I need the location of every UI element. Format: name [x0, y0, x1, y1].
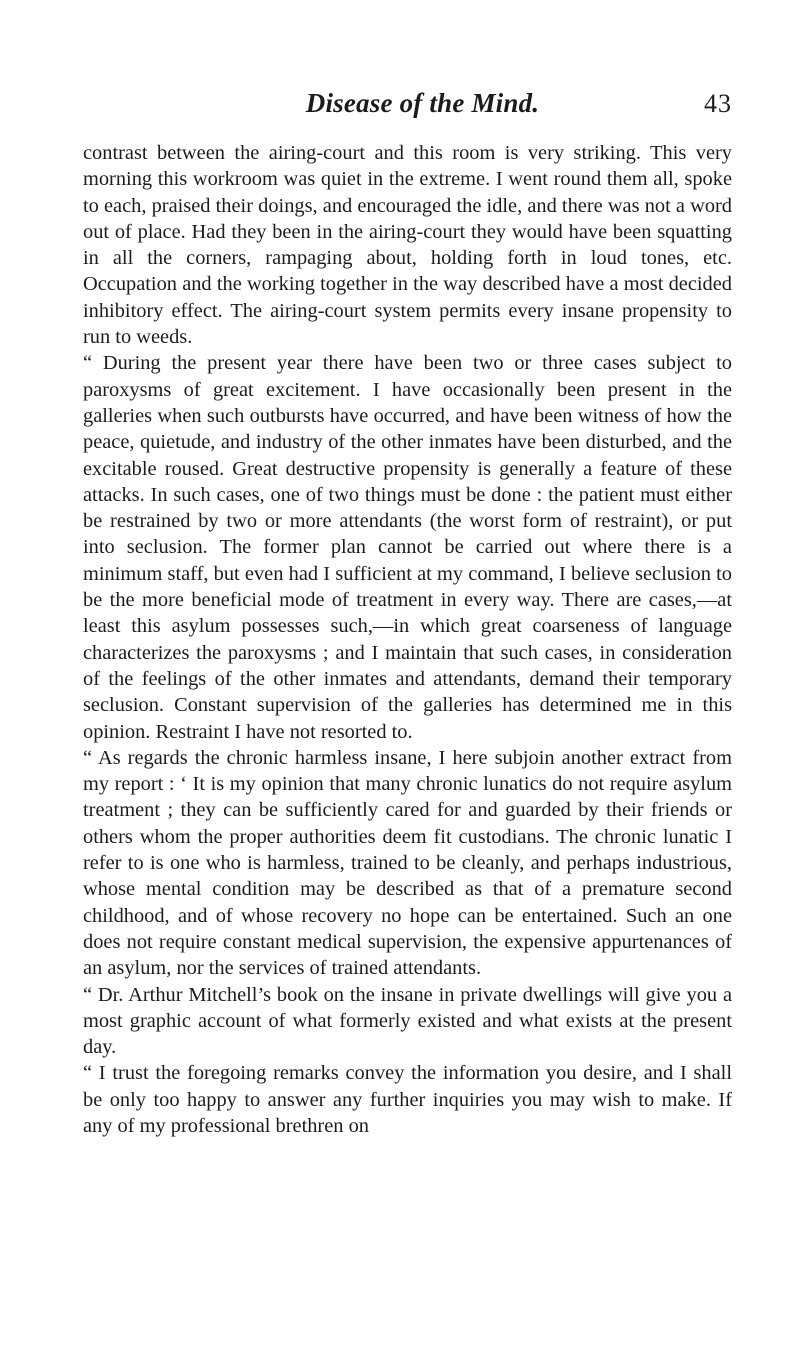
paragraph-1: contrast between the airing-court and this room is very striking. This very morning this workroom was quiet in the extreme. I went round them all, spoke to each, praised their doings, and encouraged the idle, and there was not a word out of place. Had they been in the airing-court they would have been squatting in all the corners, rampaging about, holding forth in loud tones, etc. Occupation and the working together in the way described have a most decided inhibitory effect. The airing-court system permits every insane propensity to run to weeds. [83, 142, 732, 349]
paragraph-3: “ As regards the chronic harmless insane, I here subjoin another extract from my report : ‘ It is my opinion that many chronic lunatics do not require asylum treatment ; they can be sufficiently cared for and guarded by their friends or others whom the proper authorities deem fit custodians. The chronic lunatic I refer to is one who is harmless, trained to be cleanly, and perhaps industrious, whose mental condition may be described as that of a premature second childhood, and of whose recovery no hope can be entertained. Such an one does not require constant medical supervision, the expensive appurtenances of an asylum, nor the services of trained attendants. [83, 746, 732, 980]
paragraph-2: “ During the present year there have been two or three cases subject to paroxysms of great excitement. I have occasionally been present in the galleries when such outbursts have occurred, and have been witness of how the peace, quietude, and industry of the other inmates have been disturbed, and the excitable roused. Great destructive propensity is generally a feature of these attacks. In such cases, one of two things must be done : the patient must either be restrained by two or more attendants (the worst form of restraint), or put into seclusion. The former plan cannot be carried out where there is a minimum staff, but even had I sufficient at my command, I believe seclusion to be the more beneficial mode of treatment in every way. There are cases,—at least this asylum possesses such,—in which great coarseness of language characterizes the paroxysms ; and I maintain that such cases, in consideration of the feelings of the other inmates and attendants, demand their temporary seclusion. Constant supervision of the galleries has determined me in this opinion. Restraint I have not resorted to. [83, 352, 732, 743]
body-text [83, 140, 732, 1139]
paragraph-4: “ Dr. Arthur Mitchell’s book on the insane in private dwellings will give you a most graphic account of what formerly existed and what exists at the present day. [83, 983, 732, 1059]
running-head [83, 88, 732, 126]
paragraph-5: “ I trust the foregoing remarks convey the information you desire, and I shall be only too happy to answer any further inquiries you may wish to make. If any of my professional brethren on [83, 1062, 732, 1137]
page-number: 43 [704, 89, 732, 118]
running-title: Disease of the Mind. [305, 88, 540, 118]
